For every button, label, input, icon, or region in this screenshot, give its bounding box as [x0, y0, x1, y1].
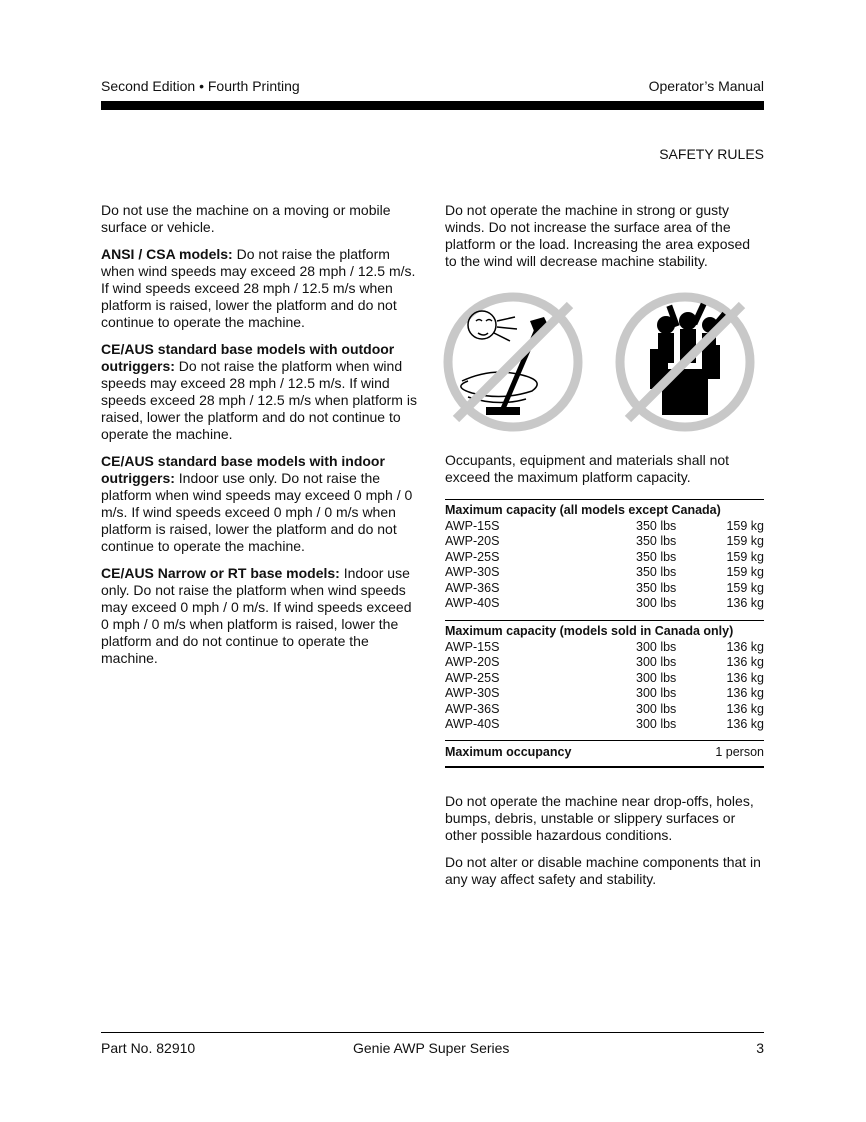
- kg-cell: 159 kg: [726, 565, 764, 579]
- kg-cell: 159 kg: [726, 549, 764, 564]
- table-row: [445, 640, 764, 656]
- ansi-csa-text: Do not raise the platform when wind speeds may exceed 28 mph / 12.5 m/s. If wind speeds exceed 28 mph / 12.5 m/s when platform is raised, lower the platform and do not continue to operate the machine.: [101, 246, 416, 330]
- table-row: [445, 581, 764, 597]
- no-overload-icon: [614, 291, 756, 433]
- lbs-cell: 350 lbs: [636, 565, 677, 579]
- ce-narrow-text: Indoor use only. Do not raise the platform when wind speeds may exceed 0 mph / 0 m/s. If wind speeds exceed 0 mph / 0 m/s when platform is raised, lower the platform and do not continue to operate the machine.: [101, 565, 412, 666]
- ce-narrow-title: CE/AUS Narrow or RT base models:: [101, 565, 340, 581]
- table-row: [445, 717, 764, 733]
- occupancy-value: 1 person: [715, 745, 764, 759]
- capacity-all-title: Maximum capacity (all models except Canada): [445, 503, 721, 517]
- table-occupancy-rule: [445, 740, 764, 741]
- lbs-cell: 300 lbs: [636, 717, 677, 731]
- header-edition: Second Edition • Fourth Printing: [101, 78, 300, 94]
- table-mid-rule: [445, 620, 764, 621]
- occupancy-row: [445, 745, 764, 761]
- ce-outdoor-text: Do not raise the platform when wind speeds may exceed 28 mph / 12.5 m/s. If wind speeds exceed 28 mph / 12.5 m/s when platform is raised, lower the platform and do not continue to operate the machine.: [101, 358, 417, 442]
- kg-cell: 159 kg: [726, 534, 764, 548]
- ce-indoor-text: Indoor use only. Do not raise the platform when wind speeds may exceed 0 mph / 0 m/s. If wind speeds exceed 0 mph / 0 m/s when platform is raised, lower the platform and do not continue to operate the machine.: [101, 470, 413, 554]
- header-manual-title: Operator’s Manual: [648, 78, 764, 94]
- lbs-cell: 350 lbs: [636, 518, 677, 533]
- footer-part-number: Part No. 82910: [101, 1040, 196, 1056]
- model-cell: AWP-25S: [445, 549, 500, 564]
- lbs-cell: 300 lbs: [636, 639, 677, 654]
- table-row: [445, 519, 764, 535]
- table-row: [445, 534, 764, 550]
- ce-indoor-rule: [101, 453, 421, 555]
- ce-outdoor-title: CE/AUS standard base models with outdoor outriggers:: [101, 341, 395, 374]
- table-row: [445, 655, 764, 671]
- model-cell: AWP-36S: [445, 701, 500, 716]
- footer-rule: [101, 1032, 764, 1033]
- model-cell: AWP-40S: [445, 717, 500, 731]
- table-row: [445, 671, 764, 687]
- model-cell: AWP-20S: [445, 655, 500, 669]
- alter-rule: Do not alter or disable machine components that in any way affect safety and stability.: [445, 854, 761, 887]
- ce-narrow-rule: [101, 565, 421, 667]
- model-cell: AWP-15S: [445, 518, 500, 533]
- no-wind-icon: [442, 291, 584, 433]
- table-row: [445, 596, 764, 612]
- capacity-table-canada: [445, 624, 764, 733]
- right-bottom-column: [445, 793, 765, 898]
- lbs-cell: 300 lbs: [636, 686, 677, 700]
- model-cell: AWP-40S: [445, 596, 500, 610]
- ce-indoor-title: CE/AUS standard base models with indoor outriggers:: [101, 453, 385, 486]
- left-column: [101, 202, 421, 677]
- kg-cell: 136 kg: [726, 596, 764, 610]
- table-bottom-rule: [445, 766, 764, 768]
- lbs-cell: 300 lbs: [636, 596, 677, 610]
- kg-cell: 136 kg: [726, 639, 764, 654]
- kg-cell: 136 kg: [726, 655, 764, 669]
- model-cell: AWP-30S: [445, 686, 500, 700]
- header-rule: [101, 101, 764, 110]
- model-cell: AWP-30S: [445, 565, 500, 579]
- lbs-cell: 300 lbs: [636, 670, 677, 685]
- table-row: [445, 686, 764, 702]
- kg-cell: 136 kg: [726, 717, 764, 731]
- capacity-table-all: [445, 503, 764, 612]
- occupancy-label: Maximum occupancy: [445, 745, 572, 759]
- lbs-cell: 300 lbs: [636, 655, 677, 669]
- kg-cell: 136 kg: [726, 670, 764, 685]
- footer-series: Genie AWP Super Series: [353, 1040, 510, 1056]
- model-cell: AWP-25S: [445, 670, 500, 685]
- lbs-cell: 350 lbs: [636, 534, 677, 548]
- kg-cell: 136 kg: [726, 686, 764, 700]
- occupants-rule: Occupants, equipment and materials shall not exceed the maximum platform capacity.: [445, 452, 730, 485]
- capacity-canada-title: Maximum capacity (models sold in Canada only): [445, 624, 734, 638]
- lbs-cell: 300 lbs: [636, 701, 677, 716]
- moving-surface-rule: Do not use the machine on a moving or mobile surface or vehicle.: [101, 202, 391, 235]
- kg-cell: 159 kg: [726, 518, 764, 533]
- ce-outdoor-rule: [101, 341, 421, 443]
- table-row: [445, 702, 764, 718]
- kg-cell: 159 kg: [726, 580, 764, 595]
- ansi-csa-rule: [101, 246, 421, 331]
- section-title: SAFETY RULES: [659, 146, 764, 162]
- ansi-csa-title: ANSI / CSA models:: [101, 246, 233, 262]
- lbs-cell: 350 lbs: [636, 549, 677, 564]
- model-cell: AWP-20S: [445, 534, 500, 548]
- wind-rule: Do not operate the machine in strong or gusty winds. Do not increase the surface area of the platform or the load. Increasing the area exposed to the wind will decrease machine stability.: [445, 202, 751, 269]
- footer-page-number: 3: [756, 1040, 764, 1056]
- table-row: [445, 565, 764, 581]
- kg-cell: 136 kg: [726, 701, 764, 716]
- model-cell: AWP-36S: [445, 580, 500, 595]
- table-row: [445, 550, 764, 566]
- model-cell: AWP-15S: [445, 639, 500, 654]
- lbs-cell: 350 lbs: [636, 580, 677, 595]
- table-top-rule: [445, 499, 764, 500]
- dropoffs-rule: Do not operate the machine near drop-offs, holes, bumps, debris, unstable or slippery surfaces or other possible hazardous conditions.: [445, 793, 754, 843]
